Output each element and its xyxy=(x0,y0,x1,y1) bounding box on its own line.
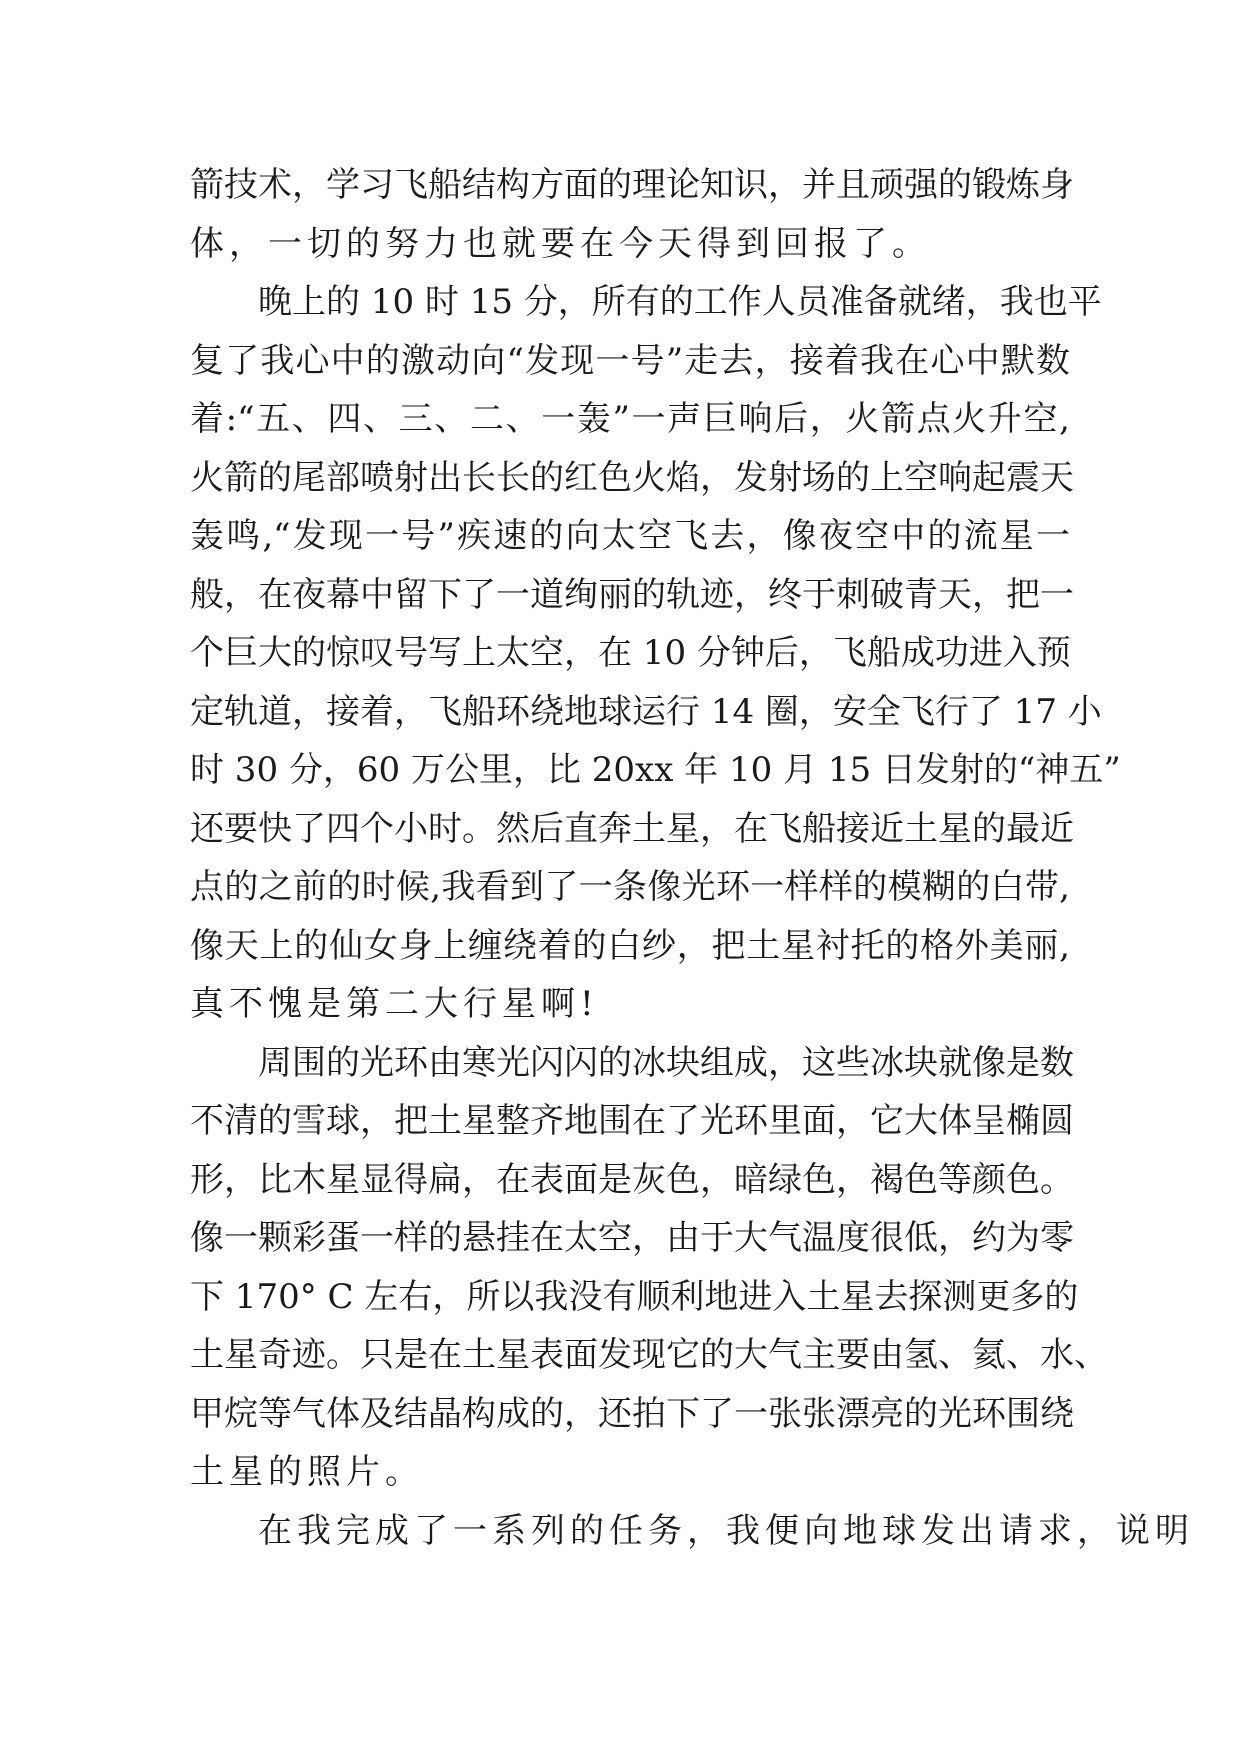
text-line: 时 30 分，60 万公里，比 20xx 年 10 月 15 日发射的“神五” xyxy=(190,750,1121,790)
text-line: 点的之前的时候,我看到了一条像光环一样样的模糊的白带, xyxy=(190,867,1070,907)
text-line: 晚上的 10 时 15 分，所有的工作人员准备就绪，我也平 xyxy=(258,282,1102,322)
text-line: 周围的光环由寒光闪闪的冰块组成，这些冰块就像是数 xyxy=(258,1042,1074,1083)
text-line: 真不愧是第二大行星啊! xyxy=(190,984,599,1024)
text-line: 火箭的尾部喷射出长长的红色火焰，发射场的上空响起震天 xyxy=(190,457,1074,498)
text-line: 像天上的仙女身上缠绕着的白纱，把土星衬托的格外美丽, xyxy=(190,925,1070,966)
text-line: 轰鸣,“发现一号”疾速的向太空飞去，像夜空中的流星一 xyxy=(190,516,1070,556)
text-line: 般，在夜幕中留下了一道绚丽的轨迹，终于刺破青天，把一 xyxy=(190,574,1074,615)
text-line: 个巨大的惊叹号写上太空，在 10 分钟后，飞船成功进入预 xyxy=(190,633,1071,673)
text-line: 还要快了四个小时。然后直奔土星，在飞船接近土星的最近 xyxy=(190,808,1074,849)
text-line: 箭技术，学习飞船结构方面的理论知识，并且顽强的锻炼身 xyxy=(190,165,1074,205)
text-line: 下 170° C 左右，所以我没有顺利地进入土星去探测更多的 xyxy=(190,1276,1079,1317)
document-body xyxy=(190,156,1194,1560)
text-line: 定轨道，接着，飞船环绕地球运行 14 圈，安全飞行了 17 小 xyxy=(190,691,1102,732)
text-line: 复了我心中的激动向“发现一号”走去，接着我在心中默数 xyxy=(190,340,1070,381)
text-line: 体，一切的努力也就要在今天得到回报了。 xyxy=(190,223,931,264)
text-line: 在我完成了一系列的任务，我便向地球发出请求，说明 xyxy=(258,1510,1194,1551)
text-line: 土星的照片。 xyxy=(190,1452,424,1492)
text-line: 形，比木星显得扁，在表面是灰色，暗绿色，褐色等颜色。 xyxy=(190,1159,1074,1200)
text-line: 甲烷等气体及结晶构成的，还拍下了一张张漂亮的光环围绕 xyxy=(190,1393,1074,1434)
text-line: 不清的雪球，把土星整齐地围在了光环里面，它大体呈椭圆 xyxy=(190,1101,1074,1141)
text-line: 着:“五、四、三、二、一轰”一声巨响后，火箭点火升空, xyxy=(190,399,1070,439)
text-line: 像一颗彩蛋一样的悬挂在太空，由于大气温度很低，约为零 xyxy=(190,1218,1074,1258)
text-line: 土星奇迹。只是在土星表面发现它的大气主要由氢、氦、水、 xyxy=(190,1335,1108,1375)
